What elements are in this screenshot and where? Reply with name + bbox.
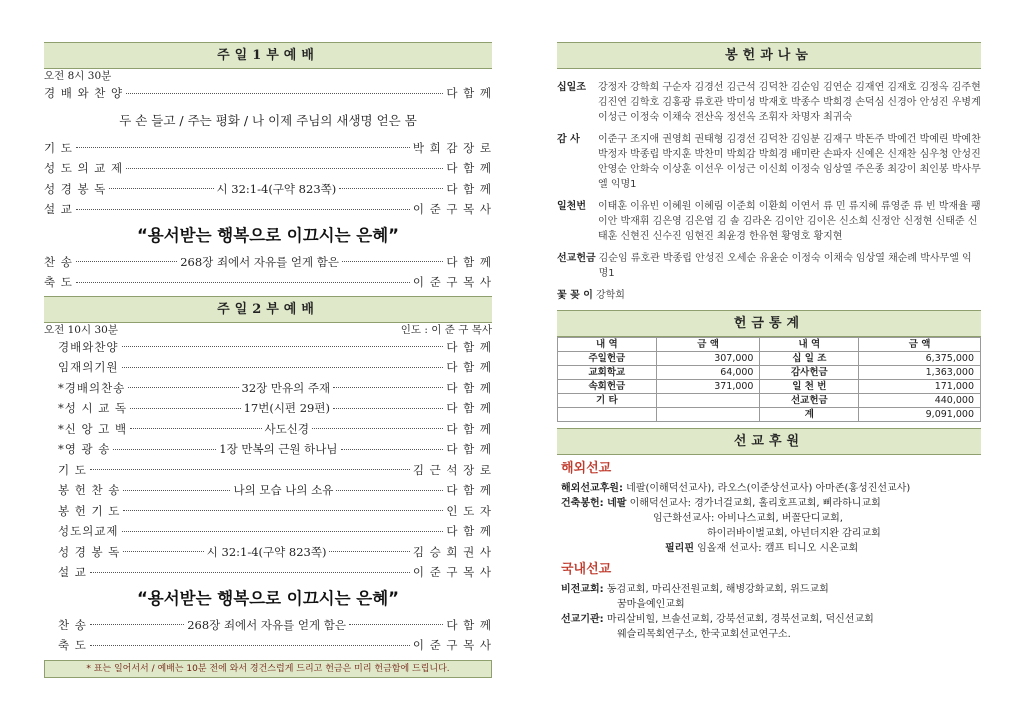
order-person: 다 함 께 bbox=[446, 86, 492, 101]
table-row bbox=[558, 366, 981, 380]
order-label: *성 시 교 독 bbox=[58, 401, 128, 416]
stats-cell: 교회학교 bbox=[558, 366, 657, 380]
order-row bbox=[44, 138, 492, 159]
mission-value: 마리살비힐, 브솔선교회, 강북선교회, 경북선교회, 덕신선교회 bbox=[606, 614, 874, 625]
offering-names: 강정자 강학희 구순자 김경선 김근석 김덕찬 김순임 김연순 김재연 김재호 김정옥 김주현 김진연 김학호 김홍광 류호관 박미성 박재호 박종수 박희경 손덕심 신경아 안성진 우병계 이성근 이정숙 이채숙 전산옥 정선옥 조휘자 차명자 최귀숙 bbox=[598, 82, 981, 123]
order-person: 다 함 께 bbox=[446, 442, 493, 457]
order-row bbox=[44, 480, 492, 501]
order-row bbox=[44, 562, 492, 583]
mission-value: 임근화선교사: 아비나스교회, 버꼴단디교회, bbox=[653, 513, 843, 524]
mission-key: 해외선교후원: bbox=[561, 483, 623, 494]
order-person: 김 승 희 권 사 bbox=[412, 544, 492, 559]
mission-key: 선교기관: bbox=[561, 614, 604, 625]
stats-cell: 선교헌금 bbox=[760, 394, 859, 408]
order-row bbox=[44, 378, 492, 399]
order-row bbox=[44, 158, 492, 179]
stats-cell: 171,000 bbox=[859, 380, 981, 394]
order-label: 성 도 의 교 제 bbox=[44, 161, 124, 176]
order-person: 다 함 께 bbox=[446, 617, 493, 632]
table-row bbox=[558, 380, 981, 394]
mission-title: 선교후원 bbox=[557, 428, 981, 455]
order-detail: 1장 만복의 근원 하나님 bbox=[219, 442, 338, 457]
stats-cell: 십 일 조 bbox=[760, 352, 859, 366]
offering-category: 선교헌금 bbox=[557, 253, 596, 264]
stats-cell: 기 타 bbox=[558, 394, 657, 408]
order-person: 이 준 구 목 사 bbox=[412, 638, 492, 653]
order-label: 성 경 봉 독 bbox=[44, 181, 107, 196]
order-row bbox=[44, 521, 492, 542]
order-label: 경배와찬양 bbox=[58, 339, 119, 354]
order-person: 다 함 께 bbox=[446, 401, 493, 416]
mission-line bbox=[557, 612, 981, 627]
order-row bbox=[44, 179, 492, 200]
order-label: 임재의기원 bbox=[58, 360, 119, 375]
order-detail: 시 32:1-4(구약 823쪽) bbox=[206, 544, 327, 559]
order-detail: 나의 모습 나의 소유 bbox=[233, 483, 334, 498]
order-row bbox=[44, 272, 492, 293]
offering-category: 일천번 bbox=[557, 201, 586, 212]
order-detail: 268장 죄에서 자유를 얻게 함은 bbox=[180, 254, 340, 269]
order-person: 이 준 구 목 사 bbox=[412, 202, 492, 217]
notice: * 표는 일어서서 / 예배는 10분 전에 와서 경건스럽게 드리고 헌금은 미리 헌금함에 드립니다. bbox=[44, 660, 492, 678]
mission-value: 꿈마을예인교회 bbox=[617, 599, 685, 610]
order-person: 다 함 께 bbox=[446, 254, 493, 269]
offering-group bbox=[557, 251, 981, 281]
stats-cell: 주일헌금 bbox=[558, 352, 657, 366]
mission-line bbox=[557, 597, 981, 612]
order-row bbox=[44, 337, 492, 358]
order-row bbox=[44, 501, 492, 522]
mission-key: 비전교회: bbox=[561, 584, 604, 595]
offering-names: 이태훈 이유빈 이혜원 이혜림 이준희 이환희 이연서 류 민 류지혜 류영준 류 빈 박재율 팽이안 박재휘 김은영 김은엽 김 솔 김라온 김이안 김이은 신소희 신정안 신정현 신태준 신태훈 신현진 신수진 임현진 최윤경 한유현 황영호 황지현 bbox=[598, 201, 981, 242]
order-label: 봉 헌 찬 송 bbox=[58, 483, 121, 498]
stats-header: 금 액 bbox=[859, 338, 981, 352]
offering-category: 십일조 bbox=[557, 82, 586, 93]
stats-cell bbox=[656, 408, 760, 422]
order-label: 축 도 bbox=[58, 638, 87, 653]
sermon-title: “용서받는 행복으로 이끄시는 은혜” bbox=[136, 588, 400, 608]
stats-header: 내 역 bbox=[558, 338, 657, 352]
order-person: 다 함 께 bbox=[446, 360, 492, 375]
service1-title: 주일1부예배 bbox=[44, 42, 492, 69]
order-person: 다 함 께 bbox=[446, 339, 492, 354]
stats-cell: 감사헌금 bbox=[760, 366, 859, 380]
offering-title: 봉헌과나눔 bbox=[557, 42, 981, 69]
mission-line bbox=[557, 496, 981, 511]
order-row bbox=[44, 419, 492, 440]
stats-cell: 일 천 번 bbox=[760, 380, 859, 394]
right-column bbox=[557, 42, 981, 642]
mission-key: 필리핀 bbox=[665, 543, 694, 554]
service1-time: 오전 8시 30분 bbox=[44, 70, 112, 82]
stats-cell: 6,375,000 bbox=[859, 352, 981, 366]
order-row bbox=[44, 357, 492, 378]
order-label: 성도의교제 bbox=[58, 524, 119, 539]
mission-line bbox=[557, 511, 981, 526]
offering-category: 감 사 bbox=[557, 134, 580, 145]
order-label: 축 도 bbox=[44, 275, 73, 290]
table-row bbox=[558, 408, 981, 422]
stats-cell: 9,091,000 bbox=[859, 408, 981, 422]
stats-cell: 계 bbox=[760, 408, 859, 422]
order-row bbox=[44, 252, 492, 273]
order-label: 기 도 bbox=[44, 140, 73, 155]
order-detail: 사도신경 bbox=[264, 421, 309, 436]
order-person: 김 근 석 장 로 bbox=[412, 462, 492, 477]
order-label: 경 배 와 찬 양 bbox=[44, 86, 124, 101]
order-row bbox=[44, 439, 492, 460]
order-person: 다 함 께 bbox=[446, 181, 492, 196]
offering-group bbox=[557, 80, 981, 125]
left-column bbox=[44, 42, 492, 678]
order-label: 설 교 bbox=[58, 565, 87, 580]
order-label: 찬 송 bbox=[44, 254, 73, 269]
mission-line bbox=[557, 481, 981, 496]
order-person: 이 준 구 목 사 bbox=[412, 275, 492, 290]
mission-line bbox=[557, 582, 981, 597]
order-detail: 17번(시편 29편) bbox=[243, 401, 330, 416]
offering-names: 김순임 류호관 박종립 안성진 오세순 유윤순 이정숙 이채숙 임상열 채순례 박사무엘 익명1 bbox=[598, 253, 972, 279]
offering-group bbox=[557, 199, 981, 244]
order-person: 다 함 께 bbox=[446, 524, 492, 539]
order-person: 박 희 감 장 로 bbox=[412, 140, 492, 155]
order-row bbox=[44, 398, 492, 419]
order-person: 인 도 자 bbox=[446, 503, 492, 518]
order-row bbox=[44, 460, 492, 481]
service2-title: 주일2부예배 bbox=[44, 296, 492, 323]
order-person: 다 함 께 bbox=[446, 421, 493, 436]
order-detail: 32장 만유의 주재 bbox=[241, 380, 331, 395]
mission-line bbox=[557, 627, 981, 642]
stats-cell: 307,000 bbox=[656, 352, 760, 366]
stats-title: 헌금통계 bbox=[557, 310, 981, 337]
mission-value: 임올재 선교사: 캠프 티니오 시온교회 bbox=[697, 543, 859, 554]
order-detail: 268장 죄에서 자유를 얻게 함은 bbox=[187, 617, 347, 632]
mission-key: 건축봉헌: 네팔 bbox=[561, 498, 627, 509]
order-label: *경배의찬송 bbox=[58, 380, 126, 395]
stats-cell: 1,363,000 bbox=[859, 366, 981, 380]
sermon-title: “용서받는 행복으로 이끄시는 은혜” bbox=[136, 225, 400, 245]
mission-line bbox=[557, 526, 981, 541]
mission-value: 하이러바이벌교회, 아넌더지완 감리교회 bbox=[707, 528, 881, 539]
mission-value: 동검교회, 마리산전원교회, 해병강화교회, 위드교회 bbox=[606, 584, 829, 595]
stats-cell: 371,000 bbox=[656, 380, 760, 394]
order-row bbox=[44, 199, 492, 220]
offering-names: 이준구 조지애 권영희 권태형 김경선 김덕찬 김임분 김재구 박돈주 박예건 박예린 박예찬 박정자 박종립 박지훈 박찬미 박희감 박희경 배미란 손파자 신예은 신재찬 심우청 안성진 안영순 안화숙 이상훈 이선우 이성근 이신희 이정숙 임상열 주은종 최강이 최인봉 박사무엘 익명1 bbox=[598, 134, 981, 190]
offering-names: 강학희 bbox=[595, 290, 625, 301]
order-label: 설 교 bbox=[44, 202, 73, 217]
order-detail: 시 32:1-4(구약 823쪽) bbox=[216, 181, 337, 196]
mission-value: 네팔(이해덕선교사), 라오스(이준상선교사) 아마존(홍성진선교사) bbox=[626, 483, 911, 494]
order-person: 다 함 께 bbox=[446, 483, 493, 498]
order-row bbox=[44, 635, 492, 656]
order-person: 다 함 께 bbox=[446, 161, 492, 176]
offering-group bbox=[557, 288, 981, 303]
stats-header: 금 액 bbox=[656, 338, 760, 352]
order-person: 이 준 구 목 사 bbox=[412, 565, 492, 580]
domestic-heading: 국내선교 bbox=[561, 562, 612, 577]
order-label: *영 광 송 bbox=[58, 442, 111, 457]
order-label: 봉 헌 기 도 bbox=[58, 503, 121, 518]
order-row bbox=[44, 83, 492, 104]
stats-cell: 64,000 bbox=[656, 366, 760, 380]
order-label: *신 앙 고 백 bbox=[58, 421, 128, 436]
order-label: 성 경 봉 독 bbox=[58, 544, 121, 559]
mission-line bbox=[557, 541, 981, 556]
stats-cell bbox=[656, 394, 760, 408]
mission-value: 웨슬리목회연구소, 한국교회선교연구소. bbox=[617, 629, 791, 640]
stats-header: 내 역 bbox=[760, 338, 859, 352]
order-row bbox=[44, 615, 492, 636]
service2-leader: 인도 : 이 준 구 목사 bbox=[400, 323, 492, 336]
praise-songs: 두 손 들고 / 주는 평화 / 나 이제 주님의 새생명 얻은 몸 bbox=[119, 112, 417, 128]
offering-category: 꽃 꽂 이 bbox=[557, 290, 593, 301]
offering-group bbox=[557, 132, 981, 192]
offering-stats-table bbox=[557, 337, 981, 422]
service2-time: 오전 10시 30분 bbox=[44, 323, 118, 336]
stats-cell bbox=[558, 408, 657, 422]
table-row bbox=[558, 352, 981, 366]
overseas-heading: 해외선교 bbox=[561, 461, 612, 476]
stats-cell: 속회헌금 bbox=[558, 380, 657, 394]
order-row bbox=[44, 542, 492, 563]
order-person: 다 함 께 bbox=[446, 380, 493, 395]
order-label: 찬 송 bbox=[58, 617, 87, 632]
table-row bbox=[558, 394, 981, 408]
stats-cell: 440,000 bbox=[859, 394, 981, 408]
order-label: 기 도 bbox=[58, 462, 87, 477]
mission-value: 이해덕선교사: 경가너걸교회, 홀리호프교회, 삐라하니교회 bbox=[629, 498, 881, 509]
